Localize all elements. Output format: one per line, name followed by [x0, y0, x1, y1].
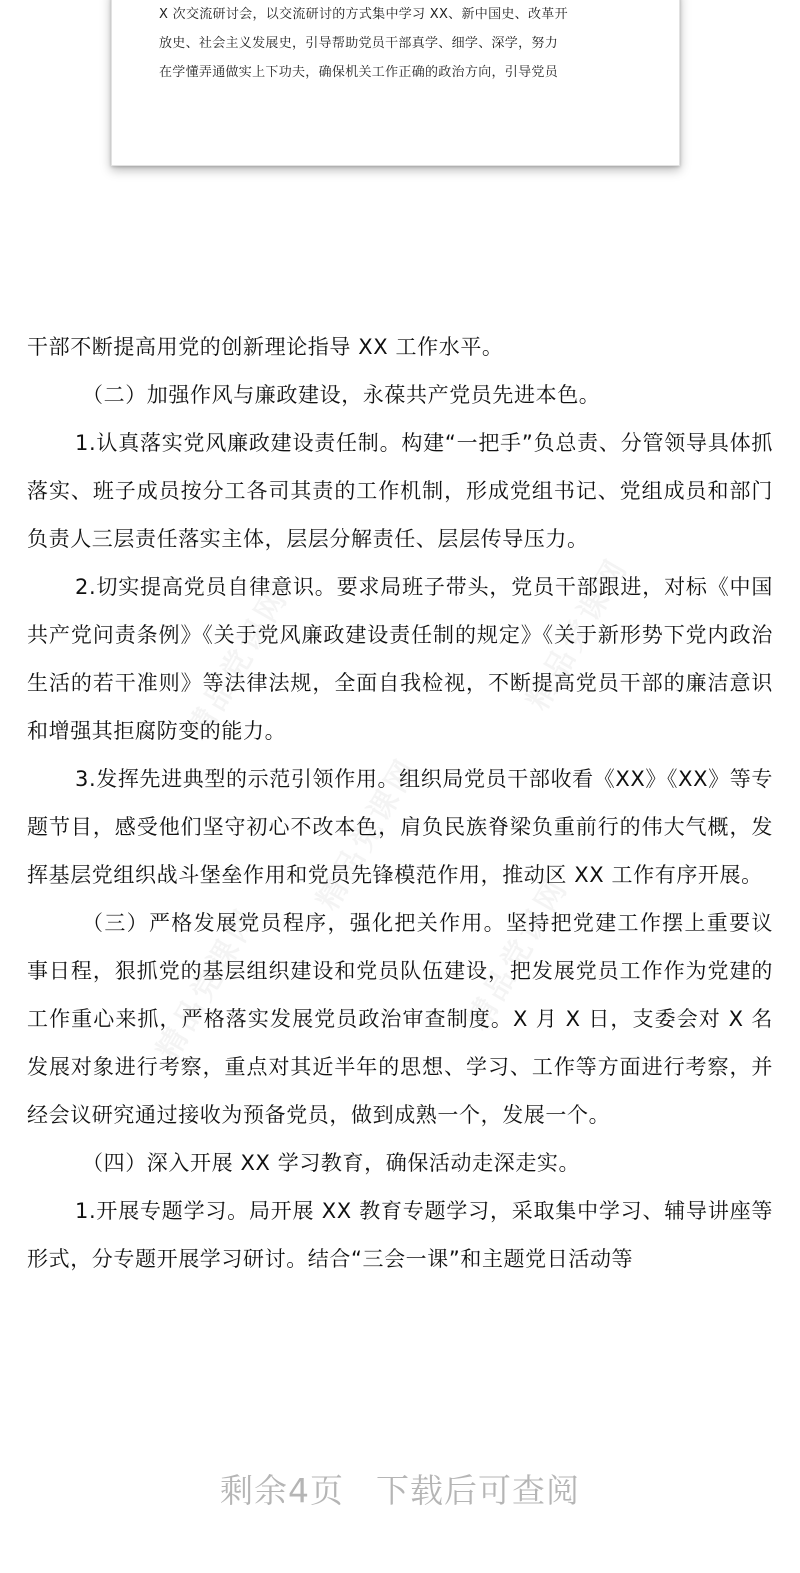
section-heading: （四）深入开展 XX 学习教育，确保活动走深走实。 [82, 1151, 581, 1175]
paragraph: 干部不断提高用党的创新理论指导 XX 工作水平。 [27, 335, 504, 359]
download-to-view-text: 下载后可查阅 [376, 1471, 580, 1510]
document-preview-card [111, 0, 680, 166]
paragraph: 1.开展专题学习。局开展 XX 教育专题学习，采取集中学习、辅导讲座等形式，分专题开展学习研讨。结合“三会一课”和主题党日活动等 [27, 1199, 773, 1271]
paragraph: 3.发挥先进典型的示范引领作用。组织局党员干部收看《XX》《XX》等专题节目，感受他们坚守初心不改本色，肩负民族脊梁负重前行的伟大气概，发挥基层党组织战斗堡垒作用和党员先锋模范作用，推动区 XX 工作有序开展。 [27, 767, 773, 887]
preview-line: 在学懂弄通做实上下功夫，确保机关工作正确的政治方向，引导党员 [159, 65, 559, 80]
paragraph: 2.切实提高党员自律意识。要求局班子带头，党员干部跟进，对标《中国共产党问责条例》《关于党风廉政建设责任制的规定》《关于新形势下党内政治生活的若干准则》等法律法规，全面自我检视，不断提高党员干部的廉洁意识和增强其拒腐防变的能力。 [27, 575, 773, 743]
section-paragraph: （三）严格发展党员程序，强化把关作用。坚持把党建工作摆上重要议事日程，狠抓党的基层组织建设和党员队伍建设，把发展党员工作作为党建的工作重心来抓，严格落实发展党员政治审查制度。X 月 X 日，支委会对 X 名发展对象进行考察，重点对其近半年的思想、学习、工作等方面进行考察，并经会议研究通过接收为预备党员，做到成熟一个，发展一个。 [27, 911, 773, 1127]
preview-line: X 次交流研讨会，以交流研讨的方式集中学习 XX、新中国史、改革开 [159, 7, 568, 22]
section-heading: （二）加强作风与廉政建设，永葆共产党员先进本色。 [82, 383, 601, 407]
document-body [27, 323, 773, 1283]
paragraph: 1.认真落实党风廉政建设责任制。构建“一把手”负总责、分管领导具体抓落实、班子成员按分工各司其责的工作机制，形成党组书记、党组成员和部门负责人三层责任落实主体，层层分解责任、层层传导压力。 [27, 431, 773, 551]
download-prompt[interactable] [0, 1463, 800, 1519]
preview-text [159, 0, 659, 87]
preview-line: 放史、社会主义发展史，引导帮助党员干部真学、细学、深学，努力 [159, 36, 559, 51]
remaining-pages-text: 剩余4页 [220, 1471, 344, 1510]
